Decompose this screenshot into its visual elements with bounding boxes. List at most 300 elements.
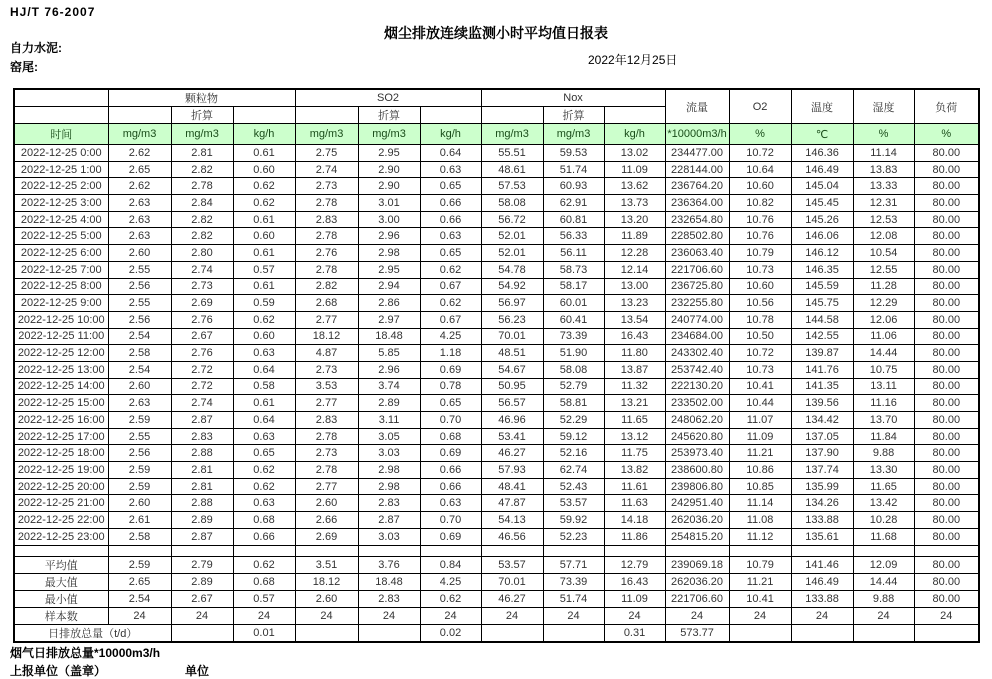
- value-cell: 2.63: [108, 211, 171, 228]
- value-cell: 13.12: [604, 428, 665, 445]
- value-cell: 234684.00: [665, 328, 729, 345]
- daily-total-value-cell: 0.01: [233, 624, 295, 642]
- value-cell: 2.87: [358, 512, 420, 529]
- value-cell: 11.84: [853, 428, 914, 445]
- value-cell: 9.88: [853, 445, 914, 462]
- value-cell: 2.73: [295, 445, 358, 462]
- value-cell: 2.74: [295, 161, 358, 178]
- summary-row: [14, 607, 979, 624]
- value-cell: 13.21: [604, 395, 665, 412]
- spacer-cell: [853, 545, 914, 556]
- value-cell: 2.82: [171, 228, 233, 245]
- summary-value-cell: 221706.60: [665, 590, 729, 607]
- value-cell: 58.81: [543, 395, 604, 412]
- value-cell: 52.79: [543, 378, 604, 395]
- unit-label: 单位: [185, 664, 210, 678]
- unit-cell: %: [729, 124, 791, 145]
- value-cell: 0.78: [420, 378, 481, 395]
- daily-total-value-cell: 573.77: [665, 624, 729, 642]
- value-cell: 2.84: [171, 195, 233, 212]
- value-cell: 3.74: [358, 378, 420, 395]
- value-cell: 10.28: [853, 512, 914, 529]
- value-cell: 10.82: [729, 195, 791, 212]
- value-cell: 2.58: [108, 345, 171, 362]
- value-cell: 52.29: [543, 412, 604, 429]
- value-cell: 52.16: [543, 445, 604, 462]
- daily-total-value-cell: [171, 624, 233, 642]
- value-cell: 0.62: [233, 478, 295, 495]
- value-cell: 46.27: [481, 445, 543, 462]
- value-cell: 141.76: [791, 361, 853, 378]
- value-cell: 0.63: [233, 345, 295, 362]
- summary-value-cell: 2.54: [108, 590, 171, 607]
- value-cell: 56.33: [543, 228, 604, 245]
- value-cell: 59.12: [543, 428, 604, 445]
- summary-value-cell: 12.79: [604, 556, 665, 573]
- daily-total-value-cell: [914, 624, 979, 642]
- value-cell: 51.74: [543, 161, 604, 178]
- value-cell: 2.76: [295, 245, 358, 262]
- table-header: [14, 89, 979, 145]
- value-cell: 2.77: [295, 395, 358, 412]
- value-cell: 2.98: [358, 245, 420, 262]
- value-cell: 16.43: [604, 328, 665, 345]
- unit-cell: mg/m3: [171, 124, 233, 145]
- value-cell: 52.01: [481, 245, 543, 262]
- table-row: [14, 295, 979, 312]
- time-cell: 2022-12-25 6:00: [14, 245, 108, 262]
- time-cell: 2022-12-25 17:00: [14, 428, 108, 445]
- value-cell: 2.89: [358, 395, 420, 412]
- value-cell: 10.72: [729, 345, 791, 362]
- table-body: [14, 145, 979, 642]
- value-cell: 12.14: [604, 261, 665, 278]
- unit-cell: mg/m3: [108, 124, 171, 145]
- table-row: [14, 462, 979, 479]
- summary-value-cell: 2.65: [108, 573, 171, 590]
- time-cell: 2022-12-25 22:00: [14, 512, 108, 529]
- time-cell: 2022-12-25 15:00: [14, 395, 108, 412]
- group-header-row: [14, 89, 979, 107]
- spacer-cell: [914, 545, 979, 556]
- summary-value-cell: 141.46: [791, 556, 853, 573]
- summary-value-cell: 18.48: [358, 573, 420, 590]
- value-cell: 2.63: [108, 228, 171, 245]
- summary-value-cell: 2.89: [171, 573, 233, 590]
- summary-label: 平均值: [14, 556, 108, 573]
- value-cell: 80.00: [914, 261, 979, 278]
- value-cell: 2.77: [295, 311, 358, 328]
- time-cell: 2022-12-25 8:00: [14, 278, 108, 295]
- value-cell: 13.23: [604, 295, 665, 312]
- value-cell: 0.63: [420, 495, 481, 512]
- nox-group-header: Nox: [481, 89, 665, 107]
- value-cell: 245620.80: [665, 428, 729, 445]
- summary-value-cell: 24: [791, 607, 853, 624]
- value-cell: 11.12: [729, 528, 791, 545]
- spacer-cell: [358, 545, 420, 556]
- summary-value-cell: 2.59: [108, 556, 171, 573]
- time-cell: 2022-12-25 1:00: [14, 161, 108, 178]
- value-cell: 2.78: [295, 195, 358, 212]
- value-cell: 80.00: [914, 311, 979, 328]
- load-header: 负荷: [914, 89, 979, 124]
- summary-value-cell: 24: [729, 607, 791, 624]
- table-row: [14, 412, 979, 429]
- value-cell: 146.12: [791, 245, 853, 262]
- daily-total-value-cell: [295, 624, 358, 642]
- value-cell: 0.63: [233, 495, 295, 512]
- value-cell: 232654.80: [665, 211, 729, 228]
- value-cell: 10.41: [729, 378, 791, 395]
- value-cell: 0.61: [233, 278, 295, 295]
- value-cell: 62.74: [543, 462, 604, 479]
- unit-cell: ℃: [791, 124, 853, 145]
- value-cell: 254815.20: [665, 528, 729, 545]
- summary-value-cell: 0.62: [420, 590, 481, 607]
- value-cell: 142.55: [791, 328, 853, 345]
- value-cell: 139.87: [791, 345, 853, 362]
- time-cell: 2022-12-25 14:00: [14, 378, 108, 395]
- value-cell: 18.12: [295, 328, 358, 345]
- time-cell: 2022-12-25 19:00: [14, 462, 108, 479]
- time-cell: 2022-12-25 21:00: [14, 495, 108, 512]
- value-cell: 2.98: [358, 478, 420, 495]
- value-cell: 80.00: [914, 478, 979, 495]
- value-cell: 11.75: [604, 445, 665, 462]
- value-cell: 0.64: [233, 361, 295, 378]
- value-cell: 238600.80: [665, 462, 729, 479]
- table-row: [14, 195, 979, 212]
- value-cell: 60.93: [543, 178, 604, 195]
- unit-cell: %: [914, 124, 979, 145]
- summary-value-cell: 24: [108, 607, 171, 624]
- value-cell: 239806.80: [665, 478, 729, 495]
- value-cell: 80.00: [914, 178, 979, 195]
- value-cell: 2.61: [108, 512, 171, 529]
- value-cell: 11.14: [729, 495, 791, 512]
- company-label: 自力水泥:: [10, 41, 62, 55]
- value-cell: 13.00: [604, 278, 665, 295]
- value-cell: 2.83: [358, 495, 420, 512]
- summary-value-cell: 0.57: [233, 590, 295, 607]
- summary-value-cell: 0.62: [233, 556, 295, 573]
- table-row: [14, 245, 979, 262]
- value-cell: 56.57: [481, 395, 543, 412]
- value-cell: 12.08: [853, 228, 914, 245]
- value-cell: 80.00: [914, 361, 979, 378]
- value-cell: 11.14: [853, 145, 914, 162]
- value-cell: 0.69: [420, 528, 481, 545]
- value-cell: 80.00: [914, 278, 979, 295]
- value-cell: 2.90: [358, 178, 420, 195]
- daily-total-value-cell: 0.02: [420, 624, 481, 642]
- value-cell: 2.80: [171, 245, 233, 262]
- value-cell: 2.74: [171, 395, 233, 412]
- value-cell: 0.63: [233, 428, 295, 445]
- value-cell: 145.59: [791, 278, 853, 295]
- table-row: [14, 328, 979, 345]
- value-cell: 0.63: [420, 228, 481, 245]
- value-cell: 2.76: [171, 345, 233, 362]
- value-cell: 80.00: [914, 345, 979, 362]
- time-cell: 2022-12-25 7:00: [14, 261, 108, 278]
- value-cell: 11.21: [729, 445, 791, 462]
- value-cell: 2.73: [295, 178, 358, 195]
- time-cell: 2022-12-25 9:00: [14, 295, 108, 312]
- value-cell: 2.68: [295, 295, 358, 312]
- spacer-cell: [14, 545, 108, 556]
- spacer-cell: [295, 545, 358, 556]
- value-cell: 228144.00: [665, 161, 729, 178]
- value-cell: 2.96: [358, 361, 420, 378]
- value-cell: 2.56: [108, 445, 171, 462]
- daily-total-label: 日排放总量（t/d）: [14, 624, 171, 642]
- value-cell: 236725.80: [665, 278, 729, 295]
- value-cell: 73.39: [543, 328, 604, 345]
- value-cell: 2.94: [358, 278, 420, 295]
- value-cell: 0.57: [233, 261, 295, 278]
- value-cell: 0.62: [420, 295, 481, 312]
- value-cell: 13.73: [604, 195, 665, 212]
- value-cell: 0.70: [420, 412, 481, 429]
- value-cell: 53.57: [543, 495, 604, 512]
- value-cell: 0.60: [233, 328, 295, 345]
- summary-value-cell: 14.44: [853, 573, 914, 590]
- empty-cell: [481, 107, 543, 124]
- spacer-cell: [108, 545, 171, 556]
- summary-value-cell: 146.49: [791, 573, 853, 590]
- value-cell: 0.63: [420, 161, 481, 178]
- value-cell: 2.65: [108, 161, 171, 178]
- value-cell: 13.54: [604, 311, 665, 328]
- value-cell: 2.90: [358, 161, 420, 178]
- value-cell: 58.17: [543, 278, 604, 295]
- value-cell: 11.86: [604, 528, 665, 545]
- time-cell: 2022-12-25 13:00: [14, 361, 108, 378]
- value-cell: 13.82: [604, 462, 665, 479]
- summary-value-cell: 80.00: [914, 556, 979, 573]
- value-cell: 4.25: [420, 328, 481, 345]
- value-cell: 0.67: [420, 278, 481, 295]
- summary-label: 样本数: [14, 607, 108, 624]
- value-cell: 240774.00: [665, 311, 729, 328]
- summary-label: 最大值: [14, 573, 108, 590]
- value-cell: 13.83: [853, 161, 914, 178]
- summary-value-cell: 18.12: [295, 573, 358, 590]
- spacer-cell: [665, 545, 729, 556]
- value-cell: 228502.80: [665, 228, 729, 245]
- summary-value-cell: 2.83: [358, 590, 420, 607]
- value-cell: 146.36: [791, 145, 853, 162]
- value-cell: 12.28: [604, 245, 665, 262]
- table-row: [14, 311, 979, 328]
- value-cell: 2.54: [108, 328, 171, 345]
- value-cell: 0.66: [420, 478, 481, 495]
- summary-value-cell: 80.00: [914, 573, 979, 590]
- value-cell: 3.03: [358, 445, 420, 462]
- value-cell: 2.59: [108, 462, 171, 479]
- value-cell: 0.62: [420, 261, 481, 278]
- daily-total-value-cell: 0.31: [604, 624, 665, 642]
- time-cell: 2022-12-25 18:00: [14, 445, 108, 462]
- standard-code: HJ/T 76-2007: [10, 5, 96, 19]
- daily-total-value-cell: [481, 624, 543, 642]
- value-cell: 262036.20: [665, 512, 729, 529]
- table-row: [14, 528, 979, 545]
- value-cell: 11.06: [853, 328, 914, 345]
- value-cell: 0.68: [233, 512, 295, 529]
- pm-group-header: 颗粒物: [108, 89, 295, 107]
- value-cell: 80.00: [914, 412, 979, 429]
- value-cell: 2.63: [108, 195, 171, 212]
- spacer-cell: [543, 545, 604, 556]
- value-cell: 13.87: [604, 361, 665, 378]
- time-cell: 2022-12-25 23:00: [14, 528, 108, 545]
- value-cell: 10.64: [729, 161, 791, 178]
- daily-total-value-cell: [791, 624, 853, 642]
- value-cell: 2.72: [171, 378, 233, 395]
- value-cell: 0.68: [420, 428, 481, 445]
- value-cell: 56.11: [543, 245, 604, 262]
- value-cell: 2.56: [108, 278, 171, 295]
- value-cell: 13.70: [853, 412, 914, 429]
- unit-cell: mg/m3: [295, 124, 358, 145]
- value-cell: 2.98: [358, 462, 420, 479]
- summary-value-cell: 46.27: [481, 590, 543, 607]
- summary-value-cell: 16.43: [604, 573, 665, 590]
- value-cell: 13.02: [604, 145, 665, 162]
- summary-value-cell: 24: [665, 607, 729, 624]
- value-cell: 48.61: [481, 161, 543, 178]
- value-cell: 2.81: [171, 478, 233, 495]
- value-cell: 242951.40: [665, 495, 729, 512]
- value-cell: 54.92: [481, 278, 543, 295]
- value-cell: 60.01: [543, 295, 604, 312]
- value-cell: 13.30: [853, 462, 914, 479]
- table-row: [14, 145, 979, 162]
- value-cell: 0.66: [233, 528, 295, 545]
- unit-cell: kg/h: [420, 124, 481, 145]
- time-cell: 2022-12-25 11:00: [14, 328, 108, 345]
- value-cell: 2.73: [295, 361, 358, 378]
- summary-value-cell: 24: [171, 607, 233, 624]
- value-cell: 55.51: [481, 145, 543, 162]
- value-cell: 2.59: [108, 478, 171, 495]
- value-cell: 253973.40: [665, 445, 729, 462]
- spacer-cell: [171, 545, 233, 556]
- empty-cell: [295, 107, 358, 124]
- table-row: [14, 361, 979, 378]
- value-cell: 57.93: [481, 462, 543, 479]
- report-date: 2022年12月25日: [588, 53, 678, 67]
- value-cell: 10.75: [853, 361, 914, 378]
- value-cell: 10.60: [729, 278, 791, 295]
- value-cell: 11.61: [604, 478, 665, 495]
- value-cell: 2.55: [108, 261, 171, 278]
- value-cell: 0.66: [420, 211, 481, 228]
- value-cell: 54.78: [481, 261, 543, 278]
- value-cell: 12.31: [853, 195, 914, 212]
- value-cell: 2.97: [358, 311, 420, 328]
- table-row: [14, 512, 979, 529]
- unit-cell: %: [853, 124, 914, 145]
- value-cell: 2.86: [358, 295, 420, 312]
- value-cell: 11.32: [604, 378, 665, 395]
- value-cell: 10.86: [729, 462, 791, 479]
- value-cell: 145.45: [791, 195, 853, 212]
- time-cell: 2022-12-25 2:00: [14, 178, 108, 195]
- value-cell: 13.20: [604, 211, 665, 228]
- value-cell: 10.79: [729, 245, 791, 262]
- daily-total-value-cell: [358, 624, 420, 642]
- value-cell: 10.73: [729, 361, 791, 378]
- value-cell: 10.73: [729, 261, 791, 278]
- summary-value-cell: 133.88: [791, 590, 853, 607]
- value-cell: 46.96: [481, 412, 543, 429]
- summary-value-cell: 53.57: [481, 556, 543, 573]
- value-cell: 80.00: [914, 378, 979, 395]
- value-cell: 80.00: [914, 211, 979, 228]
- table-row: [14, 211, 979, 228]
- value-cell: 0.65: [420, 245, 481, 262]
- table-row: [14, 445, 979, 462]
- value-cell: 2.89: [171, 512, 233, 529]
- value-cell: 80.00: [914, 462, 979, 479]
- table-row: [14, 345, 979, 362]
- value-cell: 60.41: [543, 311, 604, 328]
- value-cell: 2.78: [295, 428, 358, 445]
- spacer-cell: [233, 545, 295, 556]
- value-cell: 14.18: [604, 512, 665, 529]
- summary-value-cell: 10.79: [729, 556, 791, 573]
- value-cell: 144.58: [791, 311, 853, 328]
- value-cell: 11.65: [853, 478, 914, 495]
- value-cell: 233502.00: [665, 395, 729, 412]
- value-cell: 80.00: [914, 428, 979, 445]
- value-cell: 2.78: [295, 261, 358, 278]
- summary-value-cell: 24: [481, 607, 543, 624]
- value-cell: 2.77: [295, 478, 358, 495]
- value-cell: 2.69: [171, 295, 233, 312]
- flow-header: 流量: [665, 89, 729, 124]
- page-title: 烟尘排放连续监测小时平均值日报表: [384, 25, 608, 41]
- unit-cell: kg/h: [233, 124, 295, 145]
- humidity-header: 湿度: [853, 89, 914, 124]
- value-cell: 80.00: [914, 512, 979, 529]
- time-cell: 2022-12-25 20:00: [14, 478, 108, 495]
- value-cell: 133.88: [791, 512, 853, 529]
- value-cell: 0.65: [233, 445, 295, 462]
- spacer-cell: [791, 545, 853, 556]
- value-cell: 2.75: [295, 145, 358, 162]
- value-cell: 12.06: [853, 311, 914, 328]
- summary-value-cell: 24: [233, 607, 295, 624]
- value-cell: 0.69: [420, 445, 481, 462]
- value-cell: 11.09: [604, 161, 665, 178]
- value-cell: 46.56: [481, 528, 543, 545]
- summary-value-cell: 3.76: [358, 556, 420, 573]
- value-cell: 10.72: [729, 145, 791, 162]
- value-cell: 57.53: [481, 178, 543, 195]
- value-cell: 4.87: [295, 345, 358, 362]
- empty-cell: [14, 107, 108, 124]
- summary-label: 最小值: [14, 590, 108, 607]
- value-cell: 2.54: [108, 361, 171, 378]
- value-cell: 13.62: [604, 178, 665, 195]
- unit-cell: mg/m3: [481, 124, 543, 145]
- value-cell: 2.58: [108, 528, 171, 545]
